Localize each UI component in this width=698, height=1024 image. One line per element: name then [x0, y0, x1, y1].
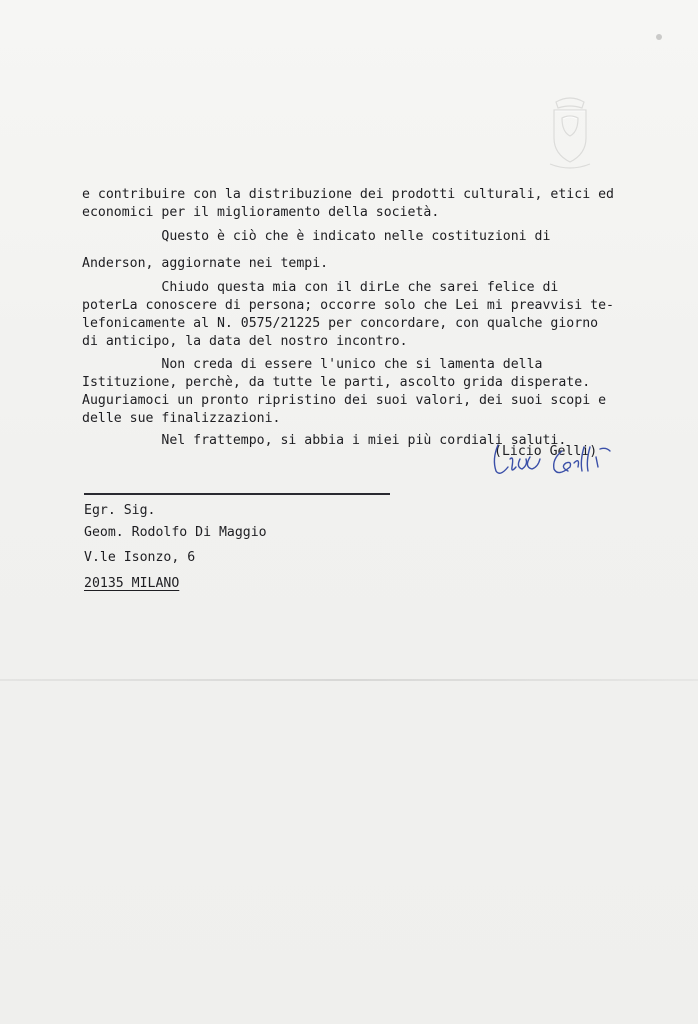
letter-line: poterLa conoscere di persona; occorre solo che Lei mi preavvisi te-: [82, 298, 614, 314]
recipient-street: V.le Isonzo, 6: [84, 550, 196, 565]
letter-line: Anderson, aggiornate nei tempi.: [82, 255, 329, 271]
recipient-salutation: Egr. Sig.: [84, 503, 156, 518]
paper-mark: [656, 34, 662, 40]
paper-fold: [0, 679, 698, 681]
letter-line: Auguriamoci un pronto ripristino dei suoi valori, dei suoi scopi e: [82, 393, 607, 409]
letter-line: e contribuire con la distribuzione dei prodotti culturali, etici ed: [82, 187, 614, 202]
letter-body: [82, 186, 682, 451]
recipient-city: 20135 MILANO: [84, 576, 180, 591]
letter-line: Non creda di essere l'unico che si lamenta della: [82, 356, 543, 372]
letter-line: di anticipo, la data del nostro incontro.: [82, 334, 408, 350]
letter-line: Nel frattempo, si abbia i miei più cordiali saluti.: [82, 433, 567, 449]
separator-rule: [84, 493, 390, 495]
letter-line: Chiudo questa mia con il dirLe che sarei felice di: [82, 279, 559, 295]
handwritten-signature: [488, 437, 638, 497]
recipient-name: Geom. Rodolfo Di Maggio: [84, 525, 267, 540]
letter-line: Istituzione, perchè, da tutte le parti, ascolto grida disperate.: [82, 374, 591, 390]
embossed-crest-icon: [542, 92, 598, 172]
letter-line: delle sue finalizzazioni.: [82, 411, 281, 427]
letter-line: Questo è ciò che è indicato nelle costituzioni di: [82, 229, 551, 245]
letter-line: economici per il miglioramento della società.: [82, 205, 440, 221]
letter-line: lefonicamente al N. 0575/21225 per concordare, con qualche giorno: [82, 316, 599, 332]
signatory-name: (Licio Gelli): [494, 444, 598, 459]
